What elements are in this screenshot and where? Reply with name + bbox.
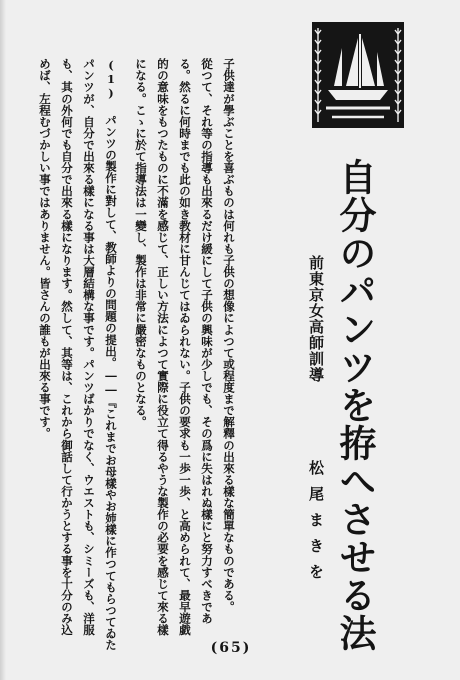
author-affiliation: 前東京女高師訓導 xyxy=(307,255,325,383)
body-column-6: (1) パンツの製作に對して、教師よりの問題の提出。――『これまでお母樣やお姉樣に作つてもらつてゐた xyxy=(104,58,118,651)
article-title: 自分のパンツを拵へさせる法 xyxy=(333,158,377,652)
body-column-3: る。然るに何時までも此の如き教材に甘んじてはゐられない。子供の要求も一歩一歩、と高められて、最早遊戯 xyxy=(178,58,192,636)
author-name: 松尾まきを xyxy=(307,460,325,590)
page-number: (65) xyxy=(210,640,252,656)
body-column-8: も、其の外何でも自分で出來る樣になります。然して、其等は、これから御話して行かうとする事を十分のみ込 xyxy=(60,58,74,636)
body-column-1: 子供達が學ぶことを喜ぶものは何れも子供の想像によつて或程度まで解釋の出來る樣な簡單なものである。 xyxy=(222,58,236,613)
body-column-4: 的の意味をもつたものに不滿を感じて、正しい方法によつて實際に役立て得るやうな製作の必要を感じて來る樣 xyxy=(156,58,170,636)
body-column-9: めば、左程むづかしい事ではありません。皆さんの誰もが出來る事です。 xyxy=(38,58,52,440)
body-column-5: になる。こゝに於て指導法は一變し、製作は非常に嚴密なものとなる。 xyxy=(134,58,148,428)
ship-sail-woodcut-icon xyxy=(312,22,404,128)
page-gutter-shadow xyxy=(0,0,6,680)
body-column-7: パンツが、自分で出來る樣になる事は大層結構な事です。パンツばかりでなく、ウエストも、シミーズも、洋服 xyxy=(82,58,96,636)
body-column-2: 從つて、それ等の指導も出來るだけ緩にして子供の興味が少しでも、その爲に失はれぬ樣にと努力すべきであ xyxy=(200,58,214,624)
